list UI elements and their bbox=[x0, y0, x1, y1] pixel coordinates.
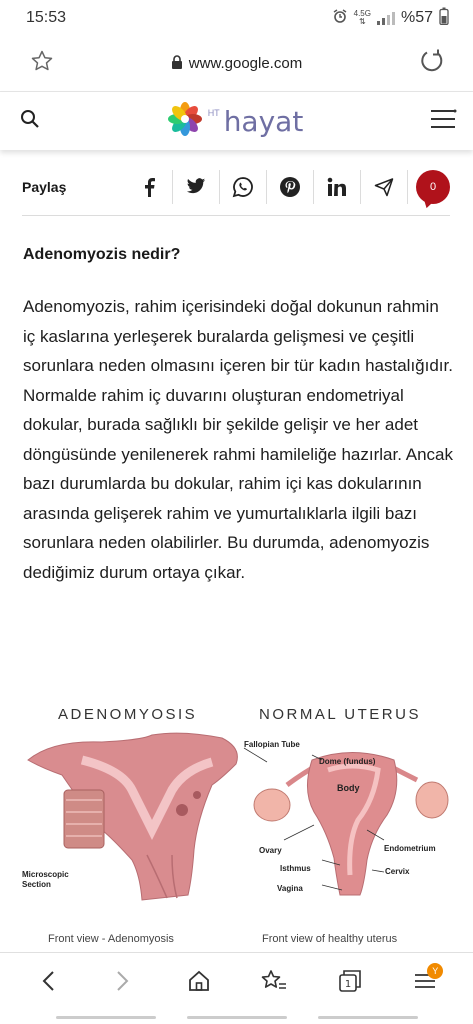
url-text: www.google.com bbox=[188, 55, 303, 72]
normal-uterus-drawing bbox=[244, 748, 448, 895]
dome-label: Dome (fundus) bbox=[319, 757, 376, 766]
battery-icon bbox=[439, 7, 449, 30]
share-icons bbox=[122, 170, 450, 204]
linkedin-icon bbox=[327, 177, 347, 197]
fallopian-label: Fallopian Tube bbox=[244, 740, 300, 749]
home-icon bbox=[187, 969, 211, 993]
tabs-icon bbox=[337, 968, 363, 994]
send-share-button[interactable] bbox=[361, 170, 408, 204]
twitter-share-button[interactable] bbox=[173, 170, 220, 204]
search-icon[interactable] bbox=[20, 109, 40, 134]
reload-icon[interactable] bbox=[419, 48, 445, 79]
microscopic-label: Microscopic bbox=[22, 870, 69, 879]
body-label: Body bbox=[337, 783, 360, 793]
pinterest-share-button[interactable] bbox=[267, 170, 314, 204]
menu-button[interactable] bbox=[405, 961, 445, 1001]
logo-name-text: hayat bbox=[223, 104, 304, 138]
normal-caption: Front view of healthy uterus bbox=[262, 933, 398, 945]
url-display[interactable] bbox=[171, 55, 302, 73]
flower-logo-icon bbox=[166, 100, 204, 143]
site-logo[interactable] bbox=[166, 100, 304, 143]
forward-button[interactable] bbox=[103, 961, 143, 1001]
menu-icon[interactable] bbox=[429, 108, 457, 135]
uterus-illustration bbox=[22, 700, 452, 950]
browser-address-bar bbox=[0, 36, 473, 92]
network-type: 4.5G bbox=[353, 9, 371, 18]
isthmus-label: Isthmus bbox=[280, 864, 311, 873]
article-paragraph: Adenomyozis, rahim içerisindeki doğal dokunun rahmin iç kaslarına yerleşerek buralarda gelişmesi ve çeşitli sorunlara neden olmasını içeren bir tür kadın hastalığıdır. Normalde rahim iç duvarını oluşturan endometriyal dokular, burada sağlıklı bir şekilde gelişir ve her adet döngüsünde yenilenerek rahmi hamileliğe hazırlar. Ancak bazı durumlarda bu dokular, rahim içi kas dokularının arasında gelişerek rahim ve yumurtalıklarla ilgili bazı sorunlara neden olabilirler. Bu durumda, adenomyozis dediğimiz durum ortaya çıkar. bbox=[23, 297, 453, 582]
send-icon bbox=[374, 177, 394, 197]
svg-text:1: 1 bbox=[344, 978, 351, 990]
lock-icon bbox=[171, 55, 183, 73]
status-time: 15:53 bbox=[26, 9, 67, 26]
section-label: Section bbox=[22, 880, 51, 889]
share-bar bbox=[22, 158, 450, 216]
gesture-bar bbox=[0, 1012, 473, 1024]
status-right bbox=[332, 7, 449, 30]
article-heading: Adenomyozis nedir? bbox=[23, 246, 181, 263]
network-indicator bbox=[354, 10, 371, 26]
logo-ht-text: HT bbox=[207, 108, 220, 118]
uterus-drawings bbox=[22, 700, 452, 930]
ovary-label: Ovary bbox=[259, 846, 282, 855]
vagina-label: Vagina bbox=[277, 884, 303, 893]
adenomyosis-caption: Front view - Adenomyosis bbox=[48, 933, 174, 945]
bookmark-star-list-icon bbox=[261, 969, 287, 993]
whatsapp-share-button[interactable] bbox=[220, 170, 267, 204]
home-button[interactable] bbox=[179, 961, 219, 1001]
endometrium-label: Endometrium bbox=[384, 844, 436, 853]
facebook-icon bbox=[142, 177, 156, 197]
site-header bbox=[0, 92, 473, 150]
adenomyosis-title: ADENOMYOSIS bbox=[58, 706, 198, 723]
pinterest-icon bbox=[279, 176, 301, 198]
forward-arrow-icon bbox=[116, 970, 130, 992]
back-arrow-icon bbox=[41, 970, 55, 992]
normal-uterus-title: NORMAL UTERUS bbox=[259, 706, 421, 723]
alarm-icon bbox=[332, 8, 348, 29]
signal-icon bbox=[377, 11, 395, 25]
menu-badge: Y bbox=[427, 963, 443, 979]
back-button[interactable] bbox=[28, 961, 68, 1001]
network-arrows: ⇅ bbox=[358, 17, 366, 26]
cervix-label: Cervix bbox=[385, 867, 410, 876]
twitter-icon bbox=[186, 178, 206, 195]
bookmarks-button[interactable] bbox=[254, 961, 294, 1001]
comment-count-button[interactable] bbox=[416, 170, 450, 204]
battery-level: %57 bbox=[400, 9, 433, 26]
status-bar bbox=[0, 0, 473, 36]
browser-bottom-bar bbox=[0, 952, 473, 1008]
facebook-share-button[interactable] bbox=[126, 170, 173, 204]
whatsapp-icon bbox=[232, 176, 254, 198]
comment-count: 0 bbox=[429, 180, 437, 193]
tabs-button[interactable] bbox=[330, 961, 370, 1001]
share-label: Paylaş bbox=[22, 178, 67, 195]
bookmark-star-icon[interactable] bbox=[30, 49, 54, 78]
linkedin-share-button[interactable] bbox=[314, 170, 361, 204]
